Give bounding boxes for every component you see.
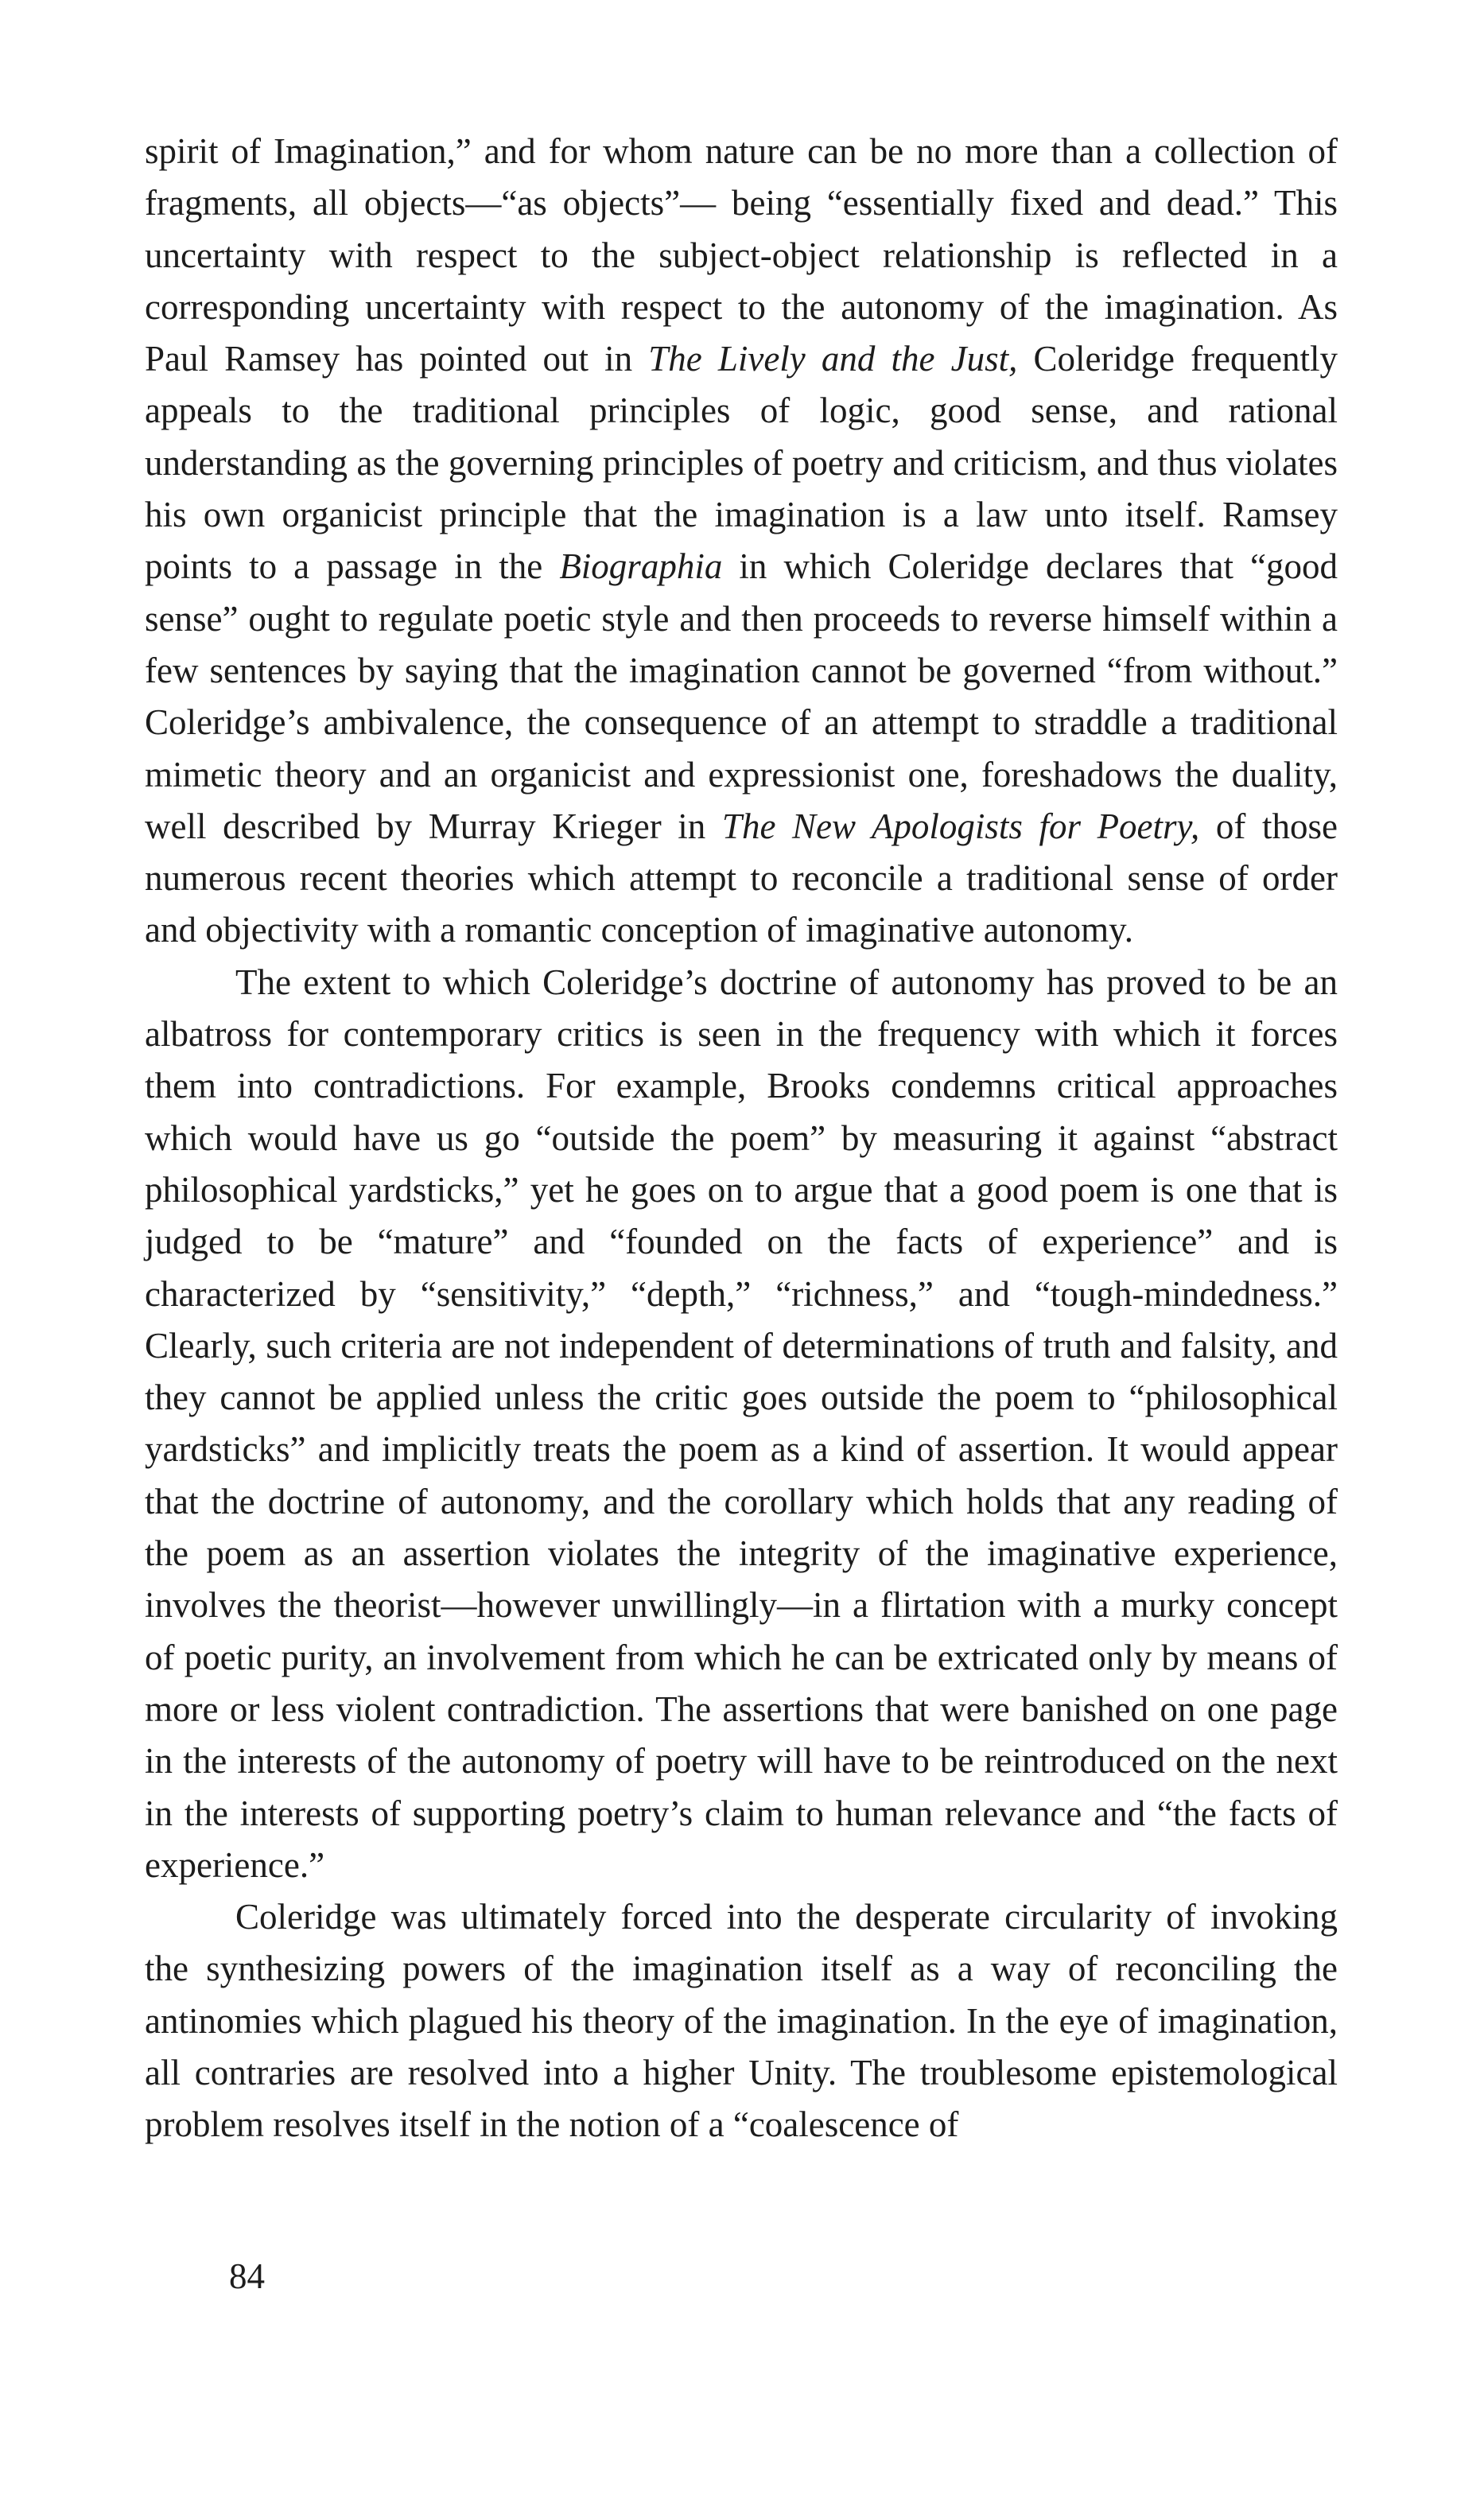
- book-title-new-apologists: The New Apologists for Poetry,: [721, 806, 1200, 846]
- page-number: 84: [229, 2256, 265, 2296]
- paragraph-1-text-c: in which Coleridge declares that “good sense” ought to regulate poetic style and then proceeds to reverse himself within a few sentences by saying that the imagination cannot be governed “from without.” Coleridge’s ambivalence, the consequence of an attempt to straddle a traditional mimetic theory and an organicist and expressionist one, foreshadows the duality, well described by Murray Krieger in: [145, 546, 1338, 846]
- paragraph-1-text-a: spirit of Imagination,” and for whom nature can be no more than a collection of fragments, all objects—“as objects”— being “essentially fixed and dead.” This uncertainty with respect to the subject-object relationship is reflected in a corresponding uncertainty with respect to the autonomy of the imagination. As Paul Ramsey has pointed out in: [145, 131, 1338, 379]
- page-body: [145, 126, 1338, 2151]
- book-title-lively-and-just: The Lively and the Just,: [648, 339, 1018, 379]
- paragraph-1-text-b: Coleridge frequently appeals to the traditional principles of logic, good sense, and rational understanding as the governing principles of poetry and criticism, and thus violates his own organicist principle that the imagination is a law unto itself. Ramsey points to a passage in the: [145, 339, 1338, 587]
- paragraph-2: The extent to which Coleridge’s doctrine of autonomy has proved to be an albatross for contemporary critics is seen in the frequency with which it forces them into contradictions. For example, Brooks condemns critical approaches which would have us go “outside the poem” by measuring it against “abstract philosophical yardsticks,” yet he goes on to argue that a good poem is one that is judged to be “mature” and “founded on the facts of experience” and is characterized by “sensitivity,” “depth,” “richness,” and “tough-mindedness.” Clearly, such criteria are not independent of determinations of truth and falsity, and they cannot be applied unless the critic goes outside the poem to “philosophical yardsticks” and implicitly treats the poem as a kind of assertion. It would appear that the doctrine of autonomy, and the corollary which holds that any reading of the poem as an assertion violates the integrity of the imaginative experience, involves the theorist—however unwillingly—in a flirtation with a murky concept of poetic purity, an involvement from which he can be extricated only by means of more or less violent contradiction. The assertions that were banished on one page in the interests of the autonomy of poetry will have to be reintroduced on the next in the interests of supporting poetry’s claim to human relevance and “the facts of experience.”: [145, 962, 1338, 1885]
- book-title-biographia: Biographia: [559, 546, 723, 587]
- paragraph-1: [145, 126, 1338, 957]
- paragraph-1-text-d: of those numerous recent theories which attempt to reconcile a traditional sense of order and objectivity with a romantic conception of imaginative autonomy.: [145, 806, 1338, 950]
- paragraph-3: Coleridge was ultimately forced into the desperate circularity of invoking the synthesizing powers of the imagination itself as a way of reconciling the antinomies which plagued his theory of the imagination. In the eye of imagination, all contraries are resolved into a higher Unity. The troublesome epistemological problem resolves itself in the notion of a “coalescence of: [145, 1897, 1338, 2145]
